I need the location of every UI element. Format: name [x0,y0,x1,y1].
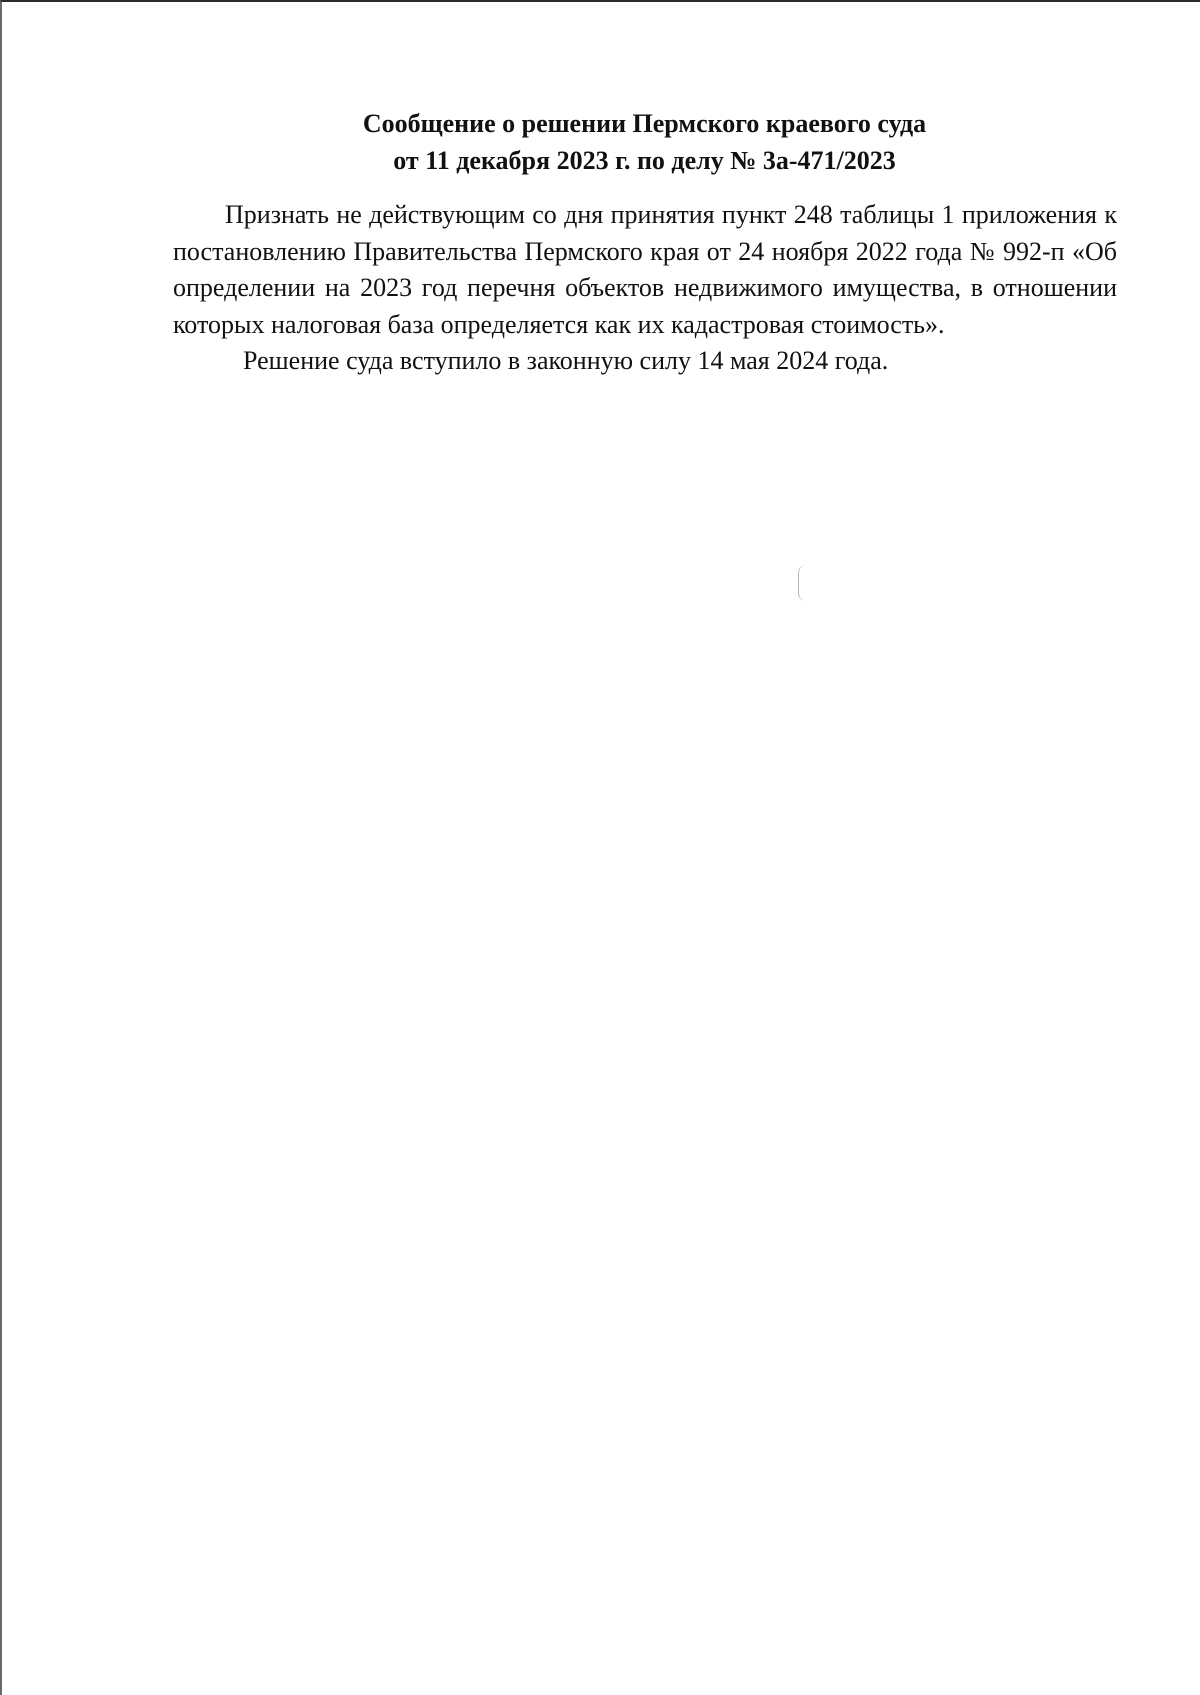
paragraph-ruling: Признать не действующим со дня принятия пункт 248 таблицы 1 приложения к постановлению Правительства Пермского края от 24 ноября 2022 года № 992-п «Об определении на 2023 год перечня объектов недвижимого имущества, в отношении которых налоговая база определяется как их кадастровая стоимость». [173,200,1117,339]
document-body [173,197,1117,380]
scan-mark [798,565,807,601]
document-title [172,105,1117,179]
title-line-1: Сообщение о решении Пермского краевого суда [362,109,927,138]
paragraph-effective-date: Решение суда вступило в законную силу 14 мая 2024 года. [243,346,889,375]
title-line-2: от 11 декабря 2023 г. по делу № 3а-471/2023 [393,146,896,175]
